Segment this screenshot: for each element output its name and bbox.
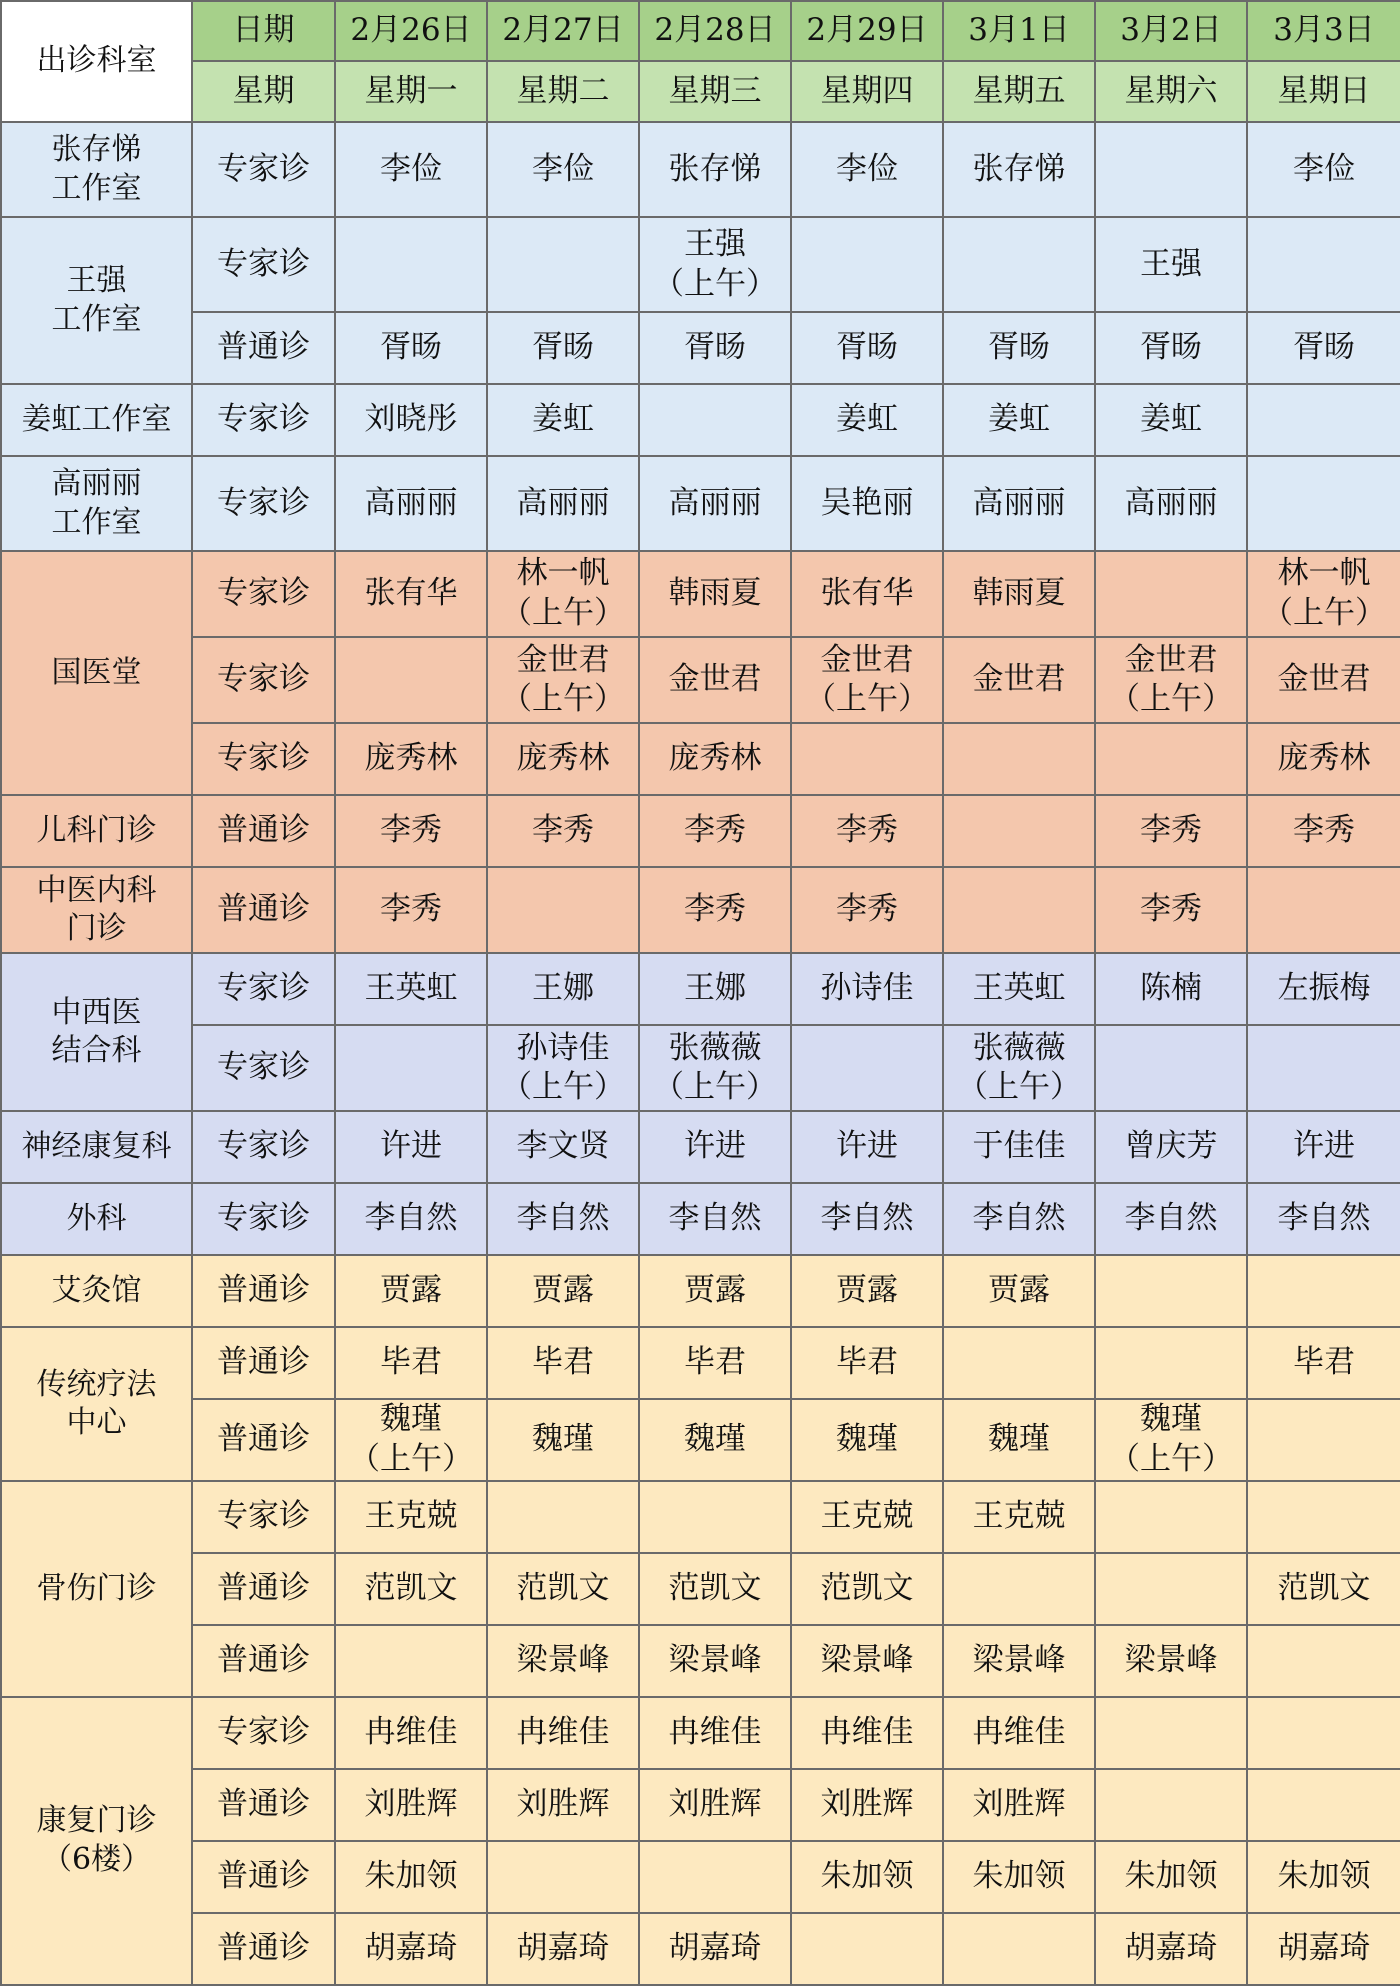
doctor-cell: 李秀: [1095, 795, 1247, 867]
doctor-cell: 胡嘉琦: [487, 1913, 639, 1985]
date-label: 日期: [192, 1, 335, 61]
schedule-row: [1, 795, 1400, 867]
clinic-type: 专家诊: [192, 217, 335, 312]
doctor-cell: 庞秀林: [487, 723, 639, 795]
clinic-type: 普通诊: [192, 312, 335, 384]
doctor-cell: 朱加领: [791, 1841, 943, 1913]
doctor-cell: [943, 217, 1095, 312]
clinic-type: 专家诊: [192, 953, 335, 1025]
schedule-row: [1, 723, 1400, 795]
department-name: 姜虹工作室: [1, 384, 192, 456]
doctor-cell: [791, 217, 943, 312]
doctor-cell: [335, 637, 487, 723]
doctor-cell: [1095, 723, 1247, 795]
doctor-cell: 胡嘉琦: [1247, 1913, 1400, 1985]
doctor-cell: 王克兢: [791, 1481, 943, 1553]
weekday-header: 星期日: [1247, 61, 1400, 122]
doctor-cell: 刘胜辉: [639, 1769, 791, 1841]
doctor-cell: 范凯文: [1247, 1553, 1400, 1625]
dept-title-header: 出诊科室: [1, 1, 192, 122]
doctor-cell: 李秀: [791, 867, 943, 953]
doctor-cell: 孙诗佳: [791, 953, 943, 1025]
doctor-cell: 庞秀林: [335, 723, 487, 795]
doctor-cell: 李自然: [487, 1183, 639, 1255]
doctor-cell: 毕君: [335, 1327, 487, 1399]
doctor-cell: 贾露: [943, 1255, 1095, 1327]
doctor-cell: 李文贤: [487, 1111, 639, 1183]
schedule-row: [1, 217, 1400, 312]
doctor-cell: 刘胜辉: [487, 1769, 639, 1841]
header-weekday-row: [1, 61, 1400, 122]
doctor-cell: 林一帆 （上午）: [487, 551, 639, 637]
doctor-cell: 李自然: [1095, 1183, 1247, 1255]
doctor-cell: 李俭: [335, 122, 487, 217]
clinic-type: 专家诊: [192, 456, 335, 551]
date-header: 3月2日: [1095, 1, 1247, 61]
department-name: 张存悌 工作室: [1, 122, 192, 217]
schedule-row: [1, 122, 1400, 217]
schedule-row: [1, 867, 1400, 953]
doctor-cell: 朱加领: [1247, 1841, 1400, 1913]
doctor-cell: [943, 723, 1095, 795]
weekday-header: 星期三: [639, 61, 791, 122]
schedule-row: [1, 1111, 1400, 1183]
doctor-cell: [1247, 1481, 1400, 1553]
doctor-cell: 范凯文: [487, 1553, 639, 1625]
department-name: 高丽丽 工作室: [1, 456, 192, 551]
doctor-cell: 王娜: [639, 953, 791, 1025]
doctor-cell: 胥旸: [639, 312, 791, 384]
doctor-cell: [1247, 1255, 1400, 1327]
doctor-cell: 许进: [1247, 1111, 1400, 1183]
weekday-header: 星期四: [791, 61, 943, 122]
doctor-cell: 胥旸: [943, 312, 1095, 384]
doctor-cell: 胡嘉琦: [639, 1913, 791, 1985]
clinic-type: 专家诊: [192, 723, 335, 795]
clinic-type: 普通诊: [192, 1327, 335, 1399]
doctor-cell: 冉维佳: [335, 1697, 487, 1769]
doctor-cell: 高丽丽: [639, 456, 791, 551]
schedule-row: [1, 1025, 1400, 1111]
doctor-cell: 金世君 （上午）: [1095, 637, 1247, 723]
doctor-cell: 金世君 （上午）: [487, 637, 639, 723]
doctor-cell: 李秀: [335, 795, 487, 867]
clinic-type: 普通诊: [192, 1841, 335, 1913]
clinic-type: 普通诊: [192, 1553, 335, 1625]
doctor-cell: 毕君: [487, 1327, 639, 1399]
doctor-cell: [1247, 217, 1400, 312]
doctor-cell: 贾露: [791, 1255, 943, 1327]
weekday-header: 星期五: [943, 61, 1095, 122]
doctor-cell: 梁景峰: [639, 1625, 791, 1697]
doctor-cell: 朱加领: [335, 1841, 487, 1913]
weekday-header: 星期二: [487, 61, 639, 122]
doctor-cell: 吴艳丽: [791, 456, 943, 551]
doctor-cell: 朱加领: [1095, 1841, 1247, 1913]
doctor-cell: 王强: [1095, 217, 1247, 312]
doctor-cell: 许进: [791, 1111, 943, 1183]
doctor-cell: 李秀: [1247, 795, 1400, 867]
department-name: 中医内科 门诊: [1, 867, 192, 953]
doctor-cell: [335, 217, 487, 312]
clinic-type: 专家诊: [192, 637, 335, 723]
weekday-label: 星期: [192, 61, 335, 122]
doctor-cell: 胡嘉琦: [1095, 1913, 1247, 1985]
doctor-cell: 魏瑾 （上午）: [335, 1399, 487, 1480]
doctor-cell: 左振梅: [1247, 953, 1400, 1025]
doctor-cell: 姜虹: [1095, 384, 1247, 456]
department-name: 传统疗法 中心: [1, 1327, 192, 1480]
date-header: 2月26日: [335, 1, 487, 61]
clinic-type: 普通诊: [192, 1913, 335, 1985]
doctor-cell: [943, 1327, 1095, 1399]
clinic-type: 普通诊: [192, 867, 335, 953]
doctor-cell: 许进: [335, 1111, 487, 1183]
doctor-cell: [943, 867, 1095, 953]
doctor-cell: 胥旸: [1247, 312, 1400, 384]
department-name: 神经康复科: [1, 1111, 192, 1183]
doctor-cell: 曾庆芳: [1095, 1111, 1247, 1183]
doctor-cell: [791, 1913, 943, 1985]
doctor-cell: 毕君: [1247, 1327, 1400, 1399]
doctor-cell: 庞秀林: [639, 723, 791, 795]
doctor-cell: 王强 （上午）: [639, 217, 791, 312]
clinic-type: 普通诊: [192, 795, 335, 867]
schedule-row: [1, 953, 1400, 1025]
weekday-header: 星期六: [1095, 61, 1247, 122]
doctor-cell: 王克兢: [335, 1481, 487, 1553]
schedule-row: [1, 384, 1400, 456]
doctor-cell: 冉维佳: [791, 1697, 943, 1769]
clinic-type: 专家诊: [192, 1183, 335, 1255]
clinic-type: 普通诊: [192, 1769, 335, 1841]
doctor-cell: 贾露: [639, 1255, 791, 1327]
doctor-cell: 梁景峰: [1095, 1625, 1247, 1697]
doctor-cell: 高丽丽: [335, 456, 487, 551]
doctor-cell: 胥旸: [1095, 312, 1247, 384]
doctor-cell: 金世君: [1247, 637, 1400, 723]
doctor-cell: 李秀: [487, 795, 639, 867]
schedule-row: [1, 1625, 1400, 1697]
doctor-cell: [1247, 384, 1400, 456]
doctor-cell: 李自然: [1247, 1183, 1400, 1255]
doctor-cell: 范凯文: [791, 1553, 943, 1625]
doctor-cell: 范凯文: [639, 1553, 791, 1625]
doctor-cell: 张薇薇 （上午）: [943, 1025, 1095, 1111]
doctor-cell: [943, 1553, 1095, 1625]
doctor-cell: 韩雨夏: [639, 551, 791, 637]
schedule-row: [1, 312, 1400, 384]
header-date-row: [1, 1, 1400, 61]
doctor-cell: [487, 217, 639, 312]
doctor-cell: 冉维佳: [487, 1697, 639, 1769]
clinic-type: 专家诊: [192, 122, 335, 217]
doctor-cell: 孙诗佳 （上午）: [487, 1025, 639, 1111]
clinic-type: 专家诊: [192, 1697, 335, 1769]
date-header: 3月1日: [943, 1, 1095, 61]
doctor-cell: [335, 1625, 487, 1697]
doctor-cell: 贾露: [487, 1255, 639, 1327]
doctor-cell: 李自然: [943, 1183, 1095, 1255]
doctor-cell: 梁景峰: [791, 1625, 943, 1697]
schedule-row: [1, 1481, 1400, 1553]
doctor-cell: 李自然: [791, 1183, 943, 1255]
doctor-cell: 李自然: [335, 1183, 487, 1255]
department-name: 王强 工作室: [1, 217, 192, 384]
doctor-cell: 李俭: [487, 122, 639, 217]
date-header: 3月3日: [1247, 1, 1400, 61]
doctor-cell: [1095, 1255, 1247, 1327]
doctor-cell: 张存悌: [639, 122, 791, 217]
doctor-cell: 李秀: [791, 795, 943, 867]
schedule-row: [1, 1327, 1400, 1399]
schedule-row: [1, 1841, 1400, 1913]
doctor-cell: [1095, 1769, 1247, 1841]
doctor-cell: 王娜: [487, 953, 639, 1025]
doctor-cell: [1247, 1025, 1400, 1111]
doctor-cell: [943, 1913, 1095, 1985]
doctor-cell: [1095, 1481, 1247, 1553]
department-name: 艾灸馆: [1, 1255, 192, 1327]
schedule-body: [1, 1, 1400, 1985]
doctor-cell: 李秀: [639, 867, 791, 953]
doctor-cell: [487, 1481, 639, 1553]
schedule-row: [1, 1697, 1400, 1769]
department-name: 儿科门诊: [1, 795, 192, 867]
doctor-cell: 魏瑾: [791, 1399, 943, 1480]
doctor-cell: [639, 1841, 791, 1913]
doctor-cell: 毕君: [791, 1327, 943, 1399]
doctor-cell: [1247, 456, 1400, 551]
doctor-cell: [1247, 1697, 1400, 1769]
department-name: 康复门诊 （6楼）: [1, 1697, 192, 1985]
doctor-cell: 张存悌: [943, 122, 1095, 217]
doctor-cell: 贾露: [335, 1255, 487, 1327]
doctor-cell: 韩雨夏: [943, 551, 1095, 637]
doctor-cell: 许进: [639, 1111, 791, 1183]
doctor-cell: [1095, 551, 1247, 637]
doctor-cell: 庞秀林: [1247, 723, 1400, 795]
department-name: 外科: [1, 1183, 192, 1255]
doctor-cell: 魏瑾: [943, 1399, 1095, 1480]
doctor-cell: [487, 1841, 639, 1913]
doctor-cell: 李俭: [791, 122, 943, 217]
doctor-cell: 李秀: [1095, 867, 1247, 953]
doctor-cell: 金世君: [639, 637, 791, 723]
schedule-row: [1, 456, 1400, 551]
doctor-cell: [639, 384, 791, 456]
clinic-type: 专家诊: [192, 1025, 335, 1111]
doctor-cell: 林一帆 （上午）: [1247, 551, 1400, 637]
schedule-row: [1, 551, 1400, 637]
weekday-header: 星期一: [335, 61, 487, 122]
doctor-cell: [1095, 1553, 1247, 1625]
doctor-cell: 魏瑾: [639, 1399, 791, 1480]
doctor-cell: 王英虹: [335, 953, 487, 1025]
clinic-type: 专家诊: [192, 384, 335, 456]
doctor-cell: [487, 867, 639, 953]
doctor-cell: [1247, 1625, 1400, 1697]
doctor-cell: 刘胜辉: [943, 1769, 1095, 1841]
doctor-cell: 胥旸: [487, 312, 639, 384]
date-header: 2月28日: [639, 1, 791, 61]
schedule-row: [1, 1913, 1400, 1985]
schedule-row: [1, 637, 1400, 723]
doctor-cell: 姜虹: [487, 384, 639, 456]
clinic-type: 专家诊: [192, 551, 335, 637]
doctor-cell: 陈楠: [1095, 953, 1247, 1025]
clinic-type: 专家诊: [192, 1111, 335, 1183]
doctor-cell: 于佳佳: [943, 1111, 1095, 1183]
doctor-cell: 高丽丽: [1095, 456, 1247, 551]
schedule-row: [1, 1183, 1400, 1255]
doctor-cell: 李自然: [639, 1183, 791, 1255]
doctor-cell: 李秀: [639, 795, 791, 867]
doctor-cell: 毕君: [639, 1327, 791, 1399]
clinic-type: 普通诊: [192, 1255, 335, 1327]
doctor-cell: [1247, 1399, 1400, 1480]
doctor-cell: [943, 795, 1095, 867]
doctor-cell: 魏瑾: [487, 1399, 639, 1480]
doctor-cell: 金世君 （上午）: [791, 637, 943, 723]
doctor-cell: 胡嘉琦: [335, 1913, 487, 1985]
doctor-cell: 刘胜辉: [335, 1769, 487, 1841]
doctor-cell: 梁景峰: [943, 1625, 1095, 1697]
schedule-row: [1, 1769, 1400, 1841]
doctor-cell: [639, 1481, 791, 1553]
department-name: 骨伤门诊: [1, 1481, 192, 1697]
doctor-cell: 高丽丽: [487, 456, 639, 551]
clinic-type: 普通诊: [192, 1625, 335, 1697]
doctor-cell: [335, 1025, 487, 1111]
clinic-type: 普通诊: [192, 1399, 335, 1480]
doctor-cell: [791, 723, 943, 795]
date-header: 2月29日: [791, 1, 943, 61]
doctor-cell: 刘晓彤: [335, 384, 487, 456]
doctor-cell: 姜虹: [791, 384, 943, 456]
date-header: 2月27日: [487, 1, 639, 61]
doctor-cell: [1247, 867, 1400, 953]
doctor-cell: 张有华: [791, 551, 943, 637]
schedule-row: [1, 1255, 1400, 1327]
doctor-cell: 魏瑾 （上午）: [1095, 1399, 1247, 1480]
doctor-cell: 高丽丽: [943, 456, 1095, 551]
department-name: 中西医 结合科: [1, 953, 192, 1111]
doctor-cell: 胥旸: [791, 312, 943, 384]
doctor-cell: 范凯文: [335, 1553, 487, 1625]
doctor-cell: 王克兢: [943, 1481, 1095, 1553]
department-name: 国医堂: [1, 551, 192, 795]
doctor-cell: 朱加领: [943, 1841, 1095, 1913]
clinic-type: 专家诊: [192, 1481, 335, 1553]
doctor-cell: 李俭: [1247, 122, 1400, 217]
doctor-cell: [1095, 1327, 1247, 1399]
doctor-cell: 冉维佳: [639, 1697, 791, 1769]
doctor-cell: 冉维佳: [943, 1697, 1095, 1769]
doctor-cell: [1095, 122, 1247, 217]
doctor-cell: 王英虹: [943, 953, 1095, 1025]
doctor-cell: [1095, 1697, 1247, 1769]
doctor-cell: [1095, 1025, 1247, 1111]
doctor-cell: 张薇薇 （上午）: [639, 1025, 791, 1111]
doctor-cell: 胥旸: [335, 312, 487, 384]
doctor-cell: 张有华: [335, 551, 487, 637]
schedule-row: [1, 1553, 1400, 1625]
doctor-cell: [1247, 1769, 1400, 1841]
doctor-cell: 梁景峰: [487, 1625, 639, 1697]
doctor-cell: [791, 1025, 943, 1111]
schedule-row: [1, 1399, 1400, 1480]
doctor-cell: 姜虹: [943, 384, 1095, 456]
doctor-cell: 李秀: [335, 867, 487, 953]
doctor-cell: 刘胜辉: [791, 1769, 943, 1841]
doctor-cell: 金世君: [943, 637, 1095, 723]
